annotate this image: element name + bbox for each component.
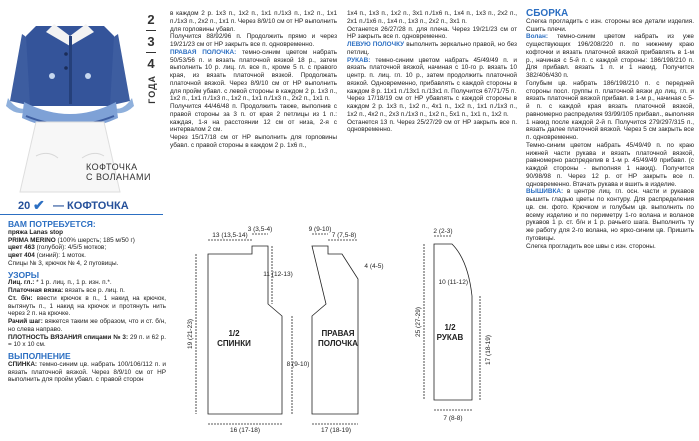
pattern-diagram xyxy=(168,224,518,436)
pattern-number: 20 xyxy=(18,200,31,212)
flounce-heading: Волан: xyxy=(526,33,548,41)
col2-para5: Через 15/17/18 см от НР выполнить для горловины убавл. с правой стороны в каждом 2 р. 1х6 п., xyxy=(170,134,337,149)
col4-para5: в центре лиц. гл. осн. части и рукавов вышить гладью цветы по контуру. Для распределения цв. см. фото. Крючком и голубым цв. выполнить по всему изделию и по периметру 1-го волана и воланов рукавов 1 р. ст. б/н и 1 р. рачьего шага. Выполнить ту же работу для 2-го волана, но ярко-синим цв. Пришить пуговицы. xyxy=(526,188,694,242)
col3-para3: выполнить зеркально правой, но без петлиц. xyxy=(347,41,517,56)
yarn-label: пряжа Lanas stop xyxy=(8,228,64,236)
col4-para1: Слегка прогладить с изн. стороны все детали изделия. Сшить плечи. xyxy=(526,17,694,33)
back-name2: СПИНКИ xyxy=(217,339,251,348)
col3-para2: Останется 26/27/28 п. для плеча. Через 19/21/23 см от НР закрыть все п. одновременно. xyxy=(347,25,517,41)
back-shoulder: 3 (3,5-4) xyxy=(247,226,273,233)
color-463: цвет 463 xyxy=(8,244,35,252)
back-bottom: 16 (17-18) xyxy=(230,427,260,434)
pattern3-text: ввести крючок в п., 1 накид на крючок, вытянуть п., 1 накид на крючок и протянуть нить через 2 п. на крючке. xyxy=(8,294,166,318)
front-neck: 7 (7,5-8) xyxy=(331,232,357,239)
age-2: 2 xyxy=(147,12,155,27)
age-label xyxy=(140,12,162,104)
back-label: СПИНКА: xyxy=(8,360,38,368)
col2-para4: Получится 44/46/48 п. Продолжить также, выполнив с правой стороны за 3 п. от края 2 петлицы из 1 п.: каждая, 1-я на расстоянии 12 см от низа, 2-я с интервалом 2 см. xyxy=(170,103,337,134)
work-heading: ВЫПОЛНЕНИЕ xyxy=(8,351,71,361)
left-front-heading: ЛЕВУЮ ПОЛОЧКУ xyxy=(347,41,405,48)
sleeve-name1: 1/2 xyxy=(444,323,456,332)
density-label: ПЛОТНОСТЬ ВЯЗАНИЯ спицами № 3: xyxy=(8,333,129,341)
pattern2-label: Платочная вязка: xyxy=(8,287,64,294)
pattern1-text: * 1 р. лиц. п., 1 р. изн. п.*. xyxy=(36,279,112,287)
sleeve-top: 2 (2-3) xyxy=(433,228,453,235)
front-shoulder: 9 (9-10) xyxy=(308,226,332,233)
pattern4-label: Рачий шаг: xyxy=(8,318,43,325)
sleeve-height: 25 (27-29) xyxy=(415,307,422,337)
instructions-column-2 xyxy=(170,10,337,150)
col3-para1: 1х4 п., 1х3 п., 1х2 п., 3х1 п./1х6 п., 1х4 п., 1х3 п., 2х2 п., 2х1 п./1х6 п., 1х4 п., 1х3 п., 2х2 п., 3х1 п. xyxy=(347,10,517,25)
sleeve-bottom: 7 (8-8) xyxy=(443,415,463,422)
col4-para3: Голубым цв. набрать 186/198/210 п. с передней стороны посл. группы п. платочной вязки до лиц. гл. и вязать платочной вязкой прибавл. в 1-м р., начиная с 5-й п. с каждой края вязать платочной вязкой, равномерно распределяя 93/99/105 прибавл., выполняя 1 накид после каждой 2-й п. Получится 279/297/315 п., вязать далее платочной вязкой. Через 5 см закрыть все п. одновременно. xyxy=(526,79,694,141)
instructions-column-3 xyxy=(347,10,517,134)
front-neck-depth: 4 (4-5) xyxy=(364,263,384,270)
pattern2-text: вязать все р. лиц. п. xyxy=(65,287,125,294)
col3-para4: темно-синим цветом набрать 45/49/49 п. и вязать платочной вязкой, начиная с 10-го р. вязать 10 центр. п. лиц. гл. 10 р., затем продолжить платочной вязкой. Одновременно, прибавлять с каждой стороны в каждом 8 р. 11х1 п./13х1 п./13х1 п. Получится 67/71/75 п. xyxy=(347,56,517,95)
header-rule xyxy=(0,214,163,215)
sleeve-outline xyxy=(434,244,472,400)
back-side: 8 (9-10) xyxy=(286,361,310,368)
sleeve-cap: 10 (11-12) xyxy=(438,279,468,286)
back-top: 13 (13,5-14) xyxy=(212,232,248,239)
photo-caption xyxy=(86,162,164,182)
pattern4-text: вяжется таким же образом, что и ст. б/н, но слева направо. xyxy=(8,318,166,333)
embroidery-heading: ВЫШИВКА: xyxy=(526,188,564,196)
col2-para2: Получится 88/92/96 п. Продолжить прямо и через 19/21/23 см от НР закрыть все п. одновременно. xyxy=(170,33,337,48)
materials-column xyxy=(8,221,166,384)
age-4: 4 xyxy=(147,56,155,71)
age-unit: ГОДА xyxy=(147,75,157,104)
density-text: 29 п. и 62 р. = 10 х 10 см. xyxy=(8,333,166,349)
col4-para4: Темно-синим цветом набрать 45/49/49 п. по краю нижней части рукава и вязать платочной вязкой, равномерно распределив в 1-м р. 45/49/49 прибавл. (с каждой стороны - выполняя 1 накид). Получится 90/98/98 п. Через 12 р. от НР закрыть все п. одновременно. Втачать рукава и вшить в изделие. xyxy=(526,141,694,188)
back-text: темно-синим цв. набрать 100/106/112 п. и вязать платочной вязкой. Через 8/9/10 см от НР выполнить для пройм убавл. с правой сторон xyxy=(8,360,166,384)
checkmark-icon: ✔ xyxy=(33,197,45,213)
pattern1-label: Лиц. гл.: xyxy=(8,279,35,287)
assembly-heading: СБОРКА xyxy=(526,8,569,19)
color-463-text: (голубой): 4/5/5 мотков; xyxy=(36,244,107,252)
schematic-svg xyxy=(168,224,518,436)
assembly-column xyxy=(526,10,694,250)
back-depth: 11 (12-13) xyxy=(263,271,293,278)
sleeve-heading: РУКАВ: xyxy=(347,56,371,64)
col2-para3: темно-синим цветом набрать 50/53/56 п. и вязать платочной вязкой 18 р., затем выполнить 10 р. лиц. гл. все п., кроме 5 п. с правого края, из вязать платочной вязкой. Продолжать платочной вязкой. Через 8/9/10 см от НР выполнить для пройм убавл. с левой стороны в каждом 2 р. 1х3 п., 1х2 п., 1х1 п./1х3 п., 1х2 п., 1х1 п./1х3 п., 2х2 п., 1х1 п. xyxy=(170,48,338,103)
sleeve-name2: РУКАВ xyxy=(436,333,464,342)
front-name1: ПРАВАЯ xyxy=(321,329,355,338)
caption-line2: С ВОЛАНАМИ xyxy=(86,172,151,182)
col4-para6: Слегка прогладить все швы с изн. стороны. xyxy=(526,242,656,250)
color-404: цвет 404 xyxy=(8,252,35,259)
pattern-header xyxy=(0,199,163,215)
needles-text: Спицы № 3, крючок № 4, 2 пуговицы. xyxy=(8,259,119,267)
pattern3-label: Ст. б/н: xyxy=(8,294,33,302)
pattern-title: — КОФТОЧКА xyxy=(53,200,129,212)
col2-para1: в каждом 2 р. 1х3 п., 1х2 п., 1х1 п./1х3 п., 1х2 п., 1х1 п./1х3 п., 2х2 п., 1х1 п. Через 8/9/10 см от НР выполнить для горловины убавл. xyxy=(170,10,337,33)
front-name2: ПОЛОЧКА xyxy=(318,339,358,348)
age-3: 3 xyxy=(147,34,155,49)
yarn-name: PRIMA MERINO xyxy=(8,236,56,244)
materials-heading: ВАМ ПОТРЕБУЕТСЯ: xyxy=(8,219,96,229)
yarn-desc: (100% шерсть; 185 м/50 г) xyxy=(57,236,135,244)
back-name1: 1/2 xyxy=(228,329,240,338)
back-height: 19 (21-23) xyxy=(187,319,194,349)
caption-line1: КОФТОЧКА xyxy=(86,162,138,172)
col4-para2: темно-синим цветом набрать из уже существующих 196/208/220 п. по нижнему краю кофточки и вязать платочной вязкой прибавлять в 1-м р., начиная с 5-й п. с каждой стороны: 186/198/210 п. Для прибавл. вязать 1 п. и 1 накид. Получится 382/406/430 п. xyxy=(526,33,694,79)
color-404-text: (синий): 1 моток. xyxy=(36,252,86,259)
col3-para6: Останется 13 п. Через 25/27/29 см от НР закрыть все п. одновременно. xyxy=(347,118,517,134)
right-front-heading: ПРАВАЯ ПОЛОЧКА: xyxy=(170,48,237,56)
col3-para5: Через 17/18/19 см от НР убавлять с каждой стороны в каждом 2 р. 1х3 п., 1х2 п., 4х1 п., 1х2 п., 1х1 п./1х3 п., 1х2 п., 4х2 п., 2х3 п./1х3 п., 1х2 п., 5х1 п., 1х1 п., 1х2 п. xyxy=(347,95,517,118)
sleeve-inner: 17 (18-19) xyxy=(485,335,492,365)
front-bottom: 17 (18-19) xyxy=(321,427,351,434)
patterns-heading: УЗОРЫ xyxy=(8,269,40,280)
